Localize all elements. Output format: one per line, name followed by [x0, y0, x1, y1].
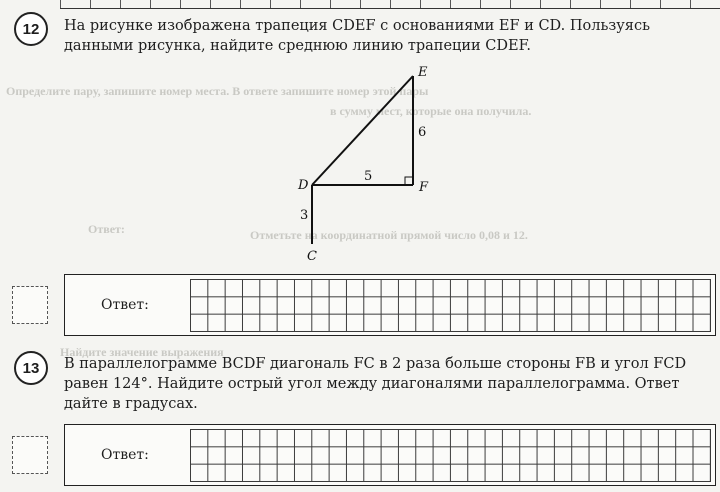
answer-label: Ответ:	[101, 297, 149, 313]
question-12-line-2: данными рисунка, найдите среднюю линию трапеции CDEF.	[64, 38, 532, 54]
score-box	[12, 286, 48, 324]
answer-field-13[interactable]	[64, 424, 716, 486]
vertex-f-label: F	[419, 180, 429, 195]
question-12-text	[64, 16, 714, 56]
length-dc-label: 3	[300, 208, 309, 223]
vertex-c-label: C	[307, 249, 317, 264]
vertex-d-label: D	[298, 178, 309, 193]
vertex-e-label: E	[418, 65, 428, 80]
right-angle-mark	[405, 177, 413, 185]
bleed-text-3: Отметьте на координатной прямой число 0,08 и 12.	[250, 228, 528, 242]
question-13-line-2: равен 124°. Найдите острый угол между диагоналями параллелограмма. Ответ	[64, 376, 680, 392]
question-number-badge: 13	[14, 351, 48, 385]
previous-answer-grid	[60, 0, 720, 9]
length-ef-label: 6	[418, 125, 427, 140]
bleed-text-1: Определите пару, запишите номер места. В ответе запишите номер этой пары	[6, 84, 429, 98]
answer-label: Ответ:	[101, 447, 149, 463]
bleed-text-5: Ответ:	[88, 222, 125, 236]
side-de	[312, 76, 413, 185]
question-number-badge: 12	[14, 12, 48, 46]
bleed-text-2: в сумму мест, которые она получила.	[330, 104, 532, 118]
answer-grid[interactable]	[190, 279, 711, 332]
answer-grid[interactable]	[190, 429, 711, 482]
score-box	[12, 436, 48, 474]
trapezoid-figure	[290, 62, 440, 267]
question-13-text	[64, 354, 714, 414]
question-12-line-1: На рисунке изображена трапеция CDEF с основаниями EF и CD. Пользуясь	[64, 18, 650, 34]
answer-field-12[interactable]	[64, 274, 716, 336]
length-df-label: 5	[364, 169, 373, 184]
question-13-line-3: дайте в градусах.	[64, 396, 198, 412]
bleed-text-4: Найдите значение выражения	[60, 345, 224, 359]
question-13-line-1: В параллелограмме BCDF диагональ FC в 2 раза больше стороны FB и угол FCD	[64, 356, 687, 372]
